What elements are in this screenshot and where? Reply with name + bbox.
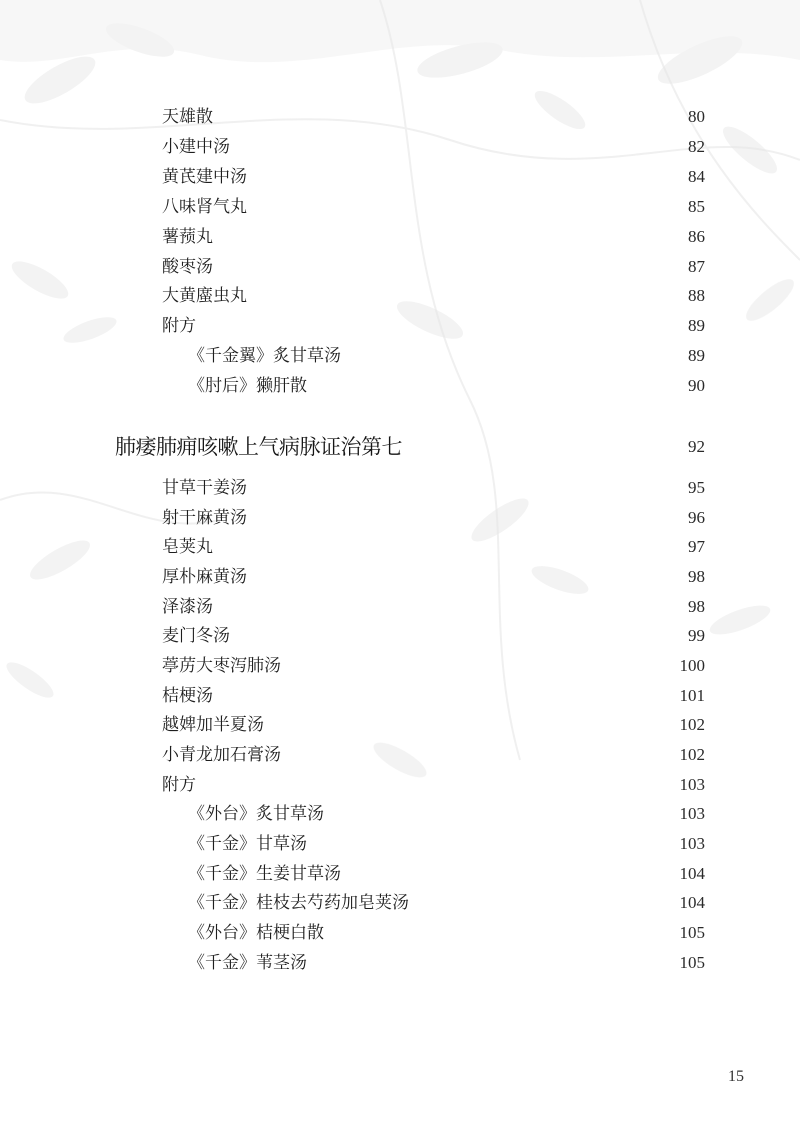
toc-entry[interactable]: [0, 102, 800, 132]
toc-entry[interactable]: [0, 710, 800, 740]
toc-entry-title: 甘草干姜汤: [162, 478, 247, 498]
toc-entry-page: 101: [679, 686, 705, 705]
toc-entry-title: 《外台》炙甘草汤: [188, 804, 324, 824]
toc-entry-title: 黄芪建中汤: [162, 167, 247, 187]
toc-entry-page: 103: [679, 834, 705, 853]
toc-entry[interactable]: [0, 192, 800, 222]
toc-entry[interactable]: [0, 222, 800, 252]
toc-entry[interactable]: [0, 132, 800, 162]
toc-entry-title: 附方: [162, 775, 196, 795]
toc-entry-page: 104: [679, 864, 705, 883]
toc-entry[interactable]: [0, 651, 800, 681]
page-number: 15: [728, 1068, 744, 1085]
toc-entry-title: 厚朴麻黄汤: [162, 567, 247, 587]
toc-entry-title: 越婢加半夏汤: [162, 715, 264, 735]
chapter-title: 肺痿肺痈咳嗽上气病脉证治第七: [115, 435, 402, 459]
toc-entry-title: 小青龙加石膏汤: [162, 745, 281, 765]
toc-entry-page: 103: [679, 804, 705, 823]
toc-entry-page: 105: [679, 923, 705, 942]
toc-entry[interactable]: [0, 740, 800, 770]
toc-entry-page: 89: [688, 316, 705, 335]
toc-entry-appendix[interactable]: [0, 770, 800, 800]
toc-subentry[interactable]: [0, 918, 800, 948]
toc-chapter-heading[interactable]: [0, 429, 800, 465]
toc-entry-title: 麦门冬汤: [162, 626, 230, 646]
toc-entry-page: 86: [688, 227, 705, 246]
toc-entry-page: 85: [688, 197, 705, 216]
toc-entry-title: 泽漆汤: [162, 597, 213, 617]
toc-entry-title: 《千金》苇茎汤: [188, 953, 307, 973]
toc-entry-title: 皂荚丸: [162, 537, 213, 557]
toc-entry-page: 97: [688, 537, 705, 556]
toc-entry-page: 96: [688, 508, 705, 527]
toc-entry-title: 《外台》桔梗白散: [188, 923, 324, 943]
toc-entry-page: 84: [688, 167, 705, 186]
toc-subentry[interactable]: [0, 341, 800, 371]
toc-entry-page: 89: [688, 346, 705, 365]
toc-entry-page: 90: [688, 376, 705, 395]
toc-subentry[interactable]: [0, 948, 800, 978]
toc-entry-page: 95: [688, 478, 705, 497]
toc-entry-title: 薯蓣丸: [162, 227, 213, 247]
toc-entry-title: 《千金》生姜甘草汤: [188, 864, 341, 884]
toc-subentry[interactable]: [0, 888, 800, 918]
toc-subentry[interactable]: [0, 799, 800, 829]
toc-entry[interactable]: [0, 681, 800, 711]
toc-entry-title: 葶苈大枣泻肺汤: [162, 656, 281, 676]
toc-entry-title: 酸枣汤: [162, 257, 213, 277]
toc-entry[interactable]: [0, 621, 800, 651]
toc-entry-title: 小建中汤: [162, 137, 230, 157]
toc-entry-page: 102: [679, 745, 705, 764]
toc-entry-page: 102: [679, 715, 705, 734]
toc-subentry[interactable]: [0, 859, 800, 889]
toc-entry-page: 98: [688, 567, 705, 586]
toc-subentry[interactable]: [0, 371, 800, 401]
toc-entry[interactable]: [0, 252, 800, 282]
toc-entry-page: 87: [688, 257, 705, 276]
toc-subentry[interactable]: [0, 829, 800, 859]
toc-entry-page: 105: [679, 953, 705, 972]
toc-entry-page: 82: [688, 137, 705, 156]
toc-entry-title: 射干麻黄汤: [162, 508, 247, 528]
toc-entry[interactable]: [0, 281, 800, 311]
toc-entry-title: 桔梗汤: [162, 686, 213, 706]
toc-entry-page: 103: [679, 775, 705, 794]
toc-entry-page: 104: [679, 893, 705, 912]
toc-entry-title: 大黄䗪虫丸: [162, 286, 247, 306]
toc-entry-appendix[interactable]: [0, 311, 800, 341]
toc-entry-title: 《千金》甘草汤: [188, 834, 307, 854]
toc-entry-title: 《千金》桂枝去芍药加皂荚汤: [188, 893, 409, 913]
toc-entry[interactable]: [0, 162, 800, 192]
toc-entry-title: 附方: [162, 316, 196, 336]
toc-entry[interactable]: [0, 562, 800, 592]
toc-entry[interactable]: [0, 532, 800, 562]
toc-entry[interactable]: [0, 592, 800, 622]
toc-entry-page: 99: [688, 626, 705, 645]
toc-entry-title: 《肘后》獭肝散: [188, 376, 307, 396]
toc-entry[interactable]: [0, 473, 800, 503]
toc-entry-title: 《千金翼》炙甘草汤: [188, 346, 341, 366]
toc-entry-title: 天雄散: [162, 107, 213, 127]
toc-entry-title: 八味肾气丸: [162, 197, 247, 217]
toc-entry-page: 88: [688, 286, 705, 305]
toc-entry-page: 80: [688, 107, 705, 126]
toc-entry-page: 100: [679, 656, 705, 675]
toc-entry-page: 98: [688, 597, 705, 616]
toc-entry[interactable]: [0, 503, 800, 533]
chapter-page: 92: [688, 437, 705, 456]
